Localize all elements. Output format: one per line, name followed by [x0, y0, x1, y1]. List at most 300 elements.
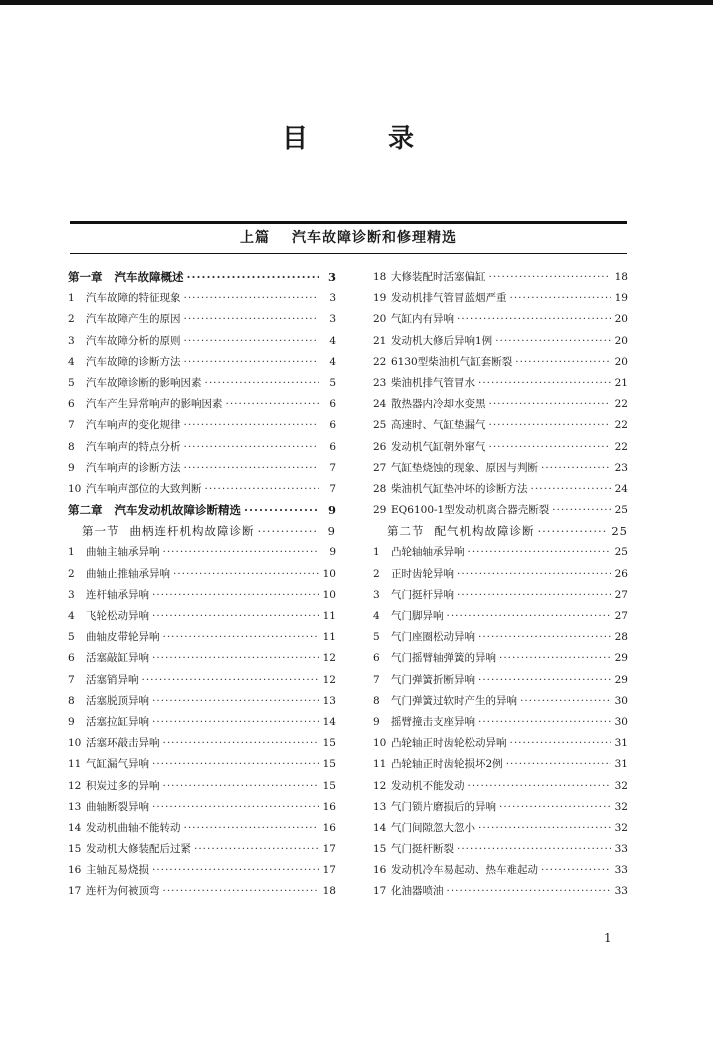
toc-item-entry — [373, 311, 628, 332]
leader-dots — [489, 419, 612, 431]
item-number: 22 — [373, 355, 387, 368]
item-title: EQ6100-1型发动机离合器壳断裂 — [391, 504, 550, 517]
page-ref: 32 — [614, 821, 628, 834]
item-number: 11 — [68, 758, 82, 771]
leader-dots — [152, 610, 319, 622]
item-number: 16 — [373, 864, 387, 877]
chapter-title: 汽车发动机故障诊断精选 — [114, 503, 241, 518]
toc-item-entry — [68, 883, 336, 904]
item-number: 5 — [68, 376, 75, 389]
toc-item-entry — [373, 608, 628, 629]
toc-item-entry — [68, 629, 336, 650]
item-number: 21 — [373, 334, 387, 347]
item-number: 16 — [68, 864, 82, 877]
item-number: 12 — [373, 779, 387, 792]
item-number: 25 — [373, 419, 387, 432]
item-number: 11 — [373, 758, 387, 771]
page-ref: 20 — [614, 313, 628, 326]
leader-dots — [152, 695, 319, 707]
toc-item-entry — [373, 629, 628, 650]
page-ref: 21 — [614, 376, 628, 389]
page-ref: 27 — [614, 610, 628, 622]
page-ref: 29 — [614, 652, 628, 665]
leader-dots — [152, 758, 319, 770]
page-ref: 9 — [329, 546, 336, 559]
item-number: 15 — [373, 843, 387, 856]
item-number: 5 — [68, 631, 75, 644]
item-title: 凸轮轴轴承异响 — [391, 546, 465, 559]
page-ref: 31 — [614, 737, 628, 750]
item-title: 连杆为何被顶弯 — [86, 885, 160, 898]
toc-item-entry — [68, 290, 336, 311]
item-number: 9 — [68, 461, 75, 474]
toc-item-entry — [68, 735, 336, 756]
item-title: 气缸垫烧蚀的现象、原因与判断 — [391, 461, 538, 474]
item-number: 2 — [68, 567, 75, 580]
toc-item-entry — [68, 820, 336, 841]
toc-item-entry — [68, 311, 336, 332]
toc-item-entry — [68, 778, 336, 799]
section-label: 第一节 — [82, 524, 120, 539]
item-number: 23 — [373, 376, 387, 389]
page-ref: 27 — [614, 588, 628, 601]
toc-item-entry — [68, 375, 336, 396]
leader-dots — [205, 377, 320, 389]
page-ref: 22 — [614, 419, 628, 432]
item-title: 柴油机气缸垫冲坏的诊断方法 — [391, 482, 528, 495]
item-number: 8 — [373, 694, 380, 707]
leader-dots — [499, 801, 611, 813]
item-title: 凸轮轴正时齿轮损坏2例 — [391, 758, 503, 771]
toc-item-entry — [68, 862, 336, 883]
toc-item-entry — [68, 841, 336, 862]
item-title: 发动机冷车易起动、热车难起动 — [391, 864, 538, 877]
leader-dots — [499, 652, 611, 664]
page-ref: 33 — [614, 843, 628, 856]
page-ref: 13 — [322, 694, 336, 707]
toc-item-entry — [68, 756, 336, 777]
item-number: 29 — [373, 504, 387, 517]
page-ref: 12 — [322, 673, 336, 686]
item-title: 连杆轴承异响 — [86, 588, 149, 601]
part-name: 汽车故障诊断和修理精选 — [292, 230, 457, 246]
item-number: 13 — [68, 800, 82, 813]
toc-section-entry — [373, 523, 628, 544]
leader-dots — [184, 822, 320, 834]
item-title: 主轴瓦易烧损 — [86, 864, 149, 877]
toc-section-entry — [68, 523, 336, 544]
item-number: 7 — [68, 673, 75, 686]
item-title: 气门弹簧折断异响 — [391, 673, 475, 686]
leader-dots — [187, 270, 320, 284]
item-number: 1 — [68, 546, 75, 559]
item-number: 2 — [68, 313, 75, 326]
item-title: 飞轮松动异响 — [86, 610, 149, 622]
item-number: 10 — [68, 482, 82, 495]
item-number: 28 — [373, 482, 387, 495]
item-title: 发动机曲轴不能转动 — [86, 821, 181, 834]
toc-item-entry — [68, 544, 336, 565]
item-title: 活塞拉缸异响 — [86, 715, 149, 728]
page-ref: 26 — [614, 567, 628, 580]
leader-dots — [152, 652, 319, 664]
page-ref: 20 — [614, 355, 628, 368]
leader-dots — [457, 313, 611, 325]
page-ref: 12 — [322, 652, 336, 665]
item-title: 发动机不能发动 — [391, 779, 465, 792]
page-ref: 3 — [329, 292, 336, 305]
toc-left-column — [68, 269, 336, 905]
item-title: 曲轴断裂异响 — [86, 800, 149, 813]
leader-dots — [515, 356, 611, 368]
toc-item-entry — [373, 756, 628, 777]
leader-dots — [468, 546, 612, 558]
page-ref: 6 — [329, 419, 336, 432]
section-title: 曲柄连杆机构故障诊断 — [129, 524, 255, 539]
page-ref: 15 — [322, 737, 336, 750]
toc-item-entry — [373, 417, 628, 438]
leader-dots — [152, 589, 319, 601]
item-number: 3 — [68, 334, 75, 347]
leader-dots — [510, 292, 612, 304]
toc-item-entry — [68, 566, 336, 587]
item-number: 2 — [373, 567, 380, 580]
item-title: 气门锁片磨损后的异响 — [391, 800, 496, 813]
toc-item-entry — [373, 778, 628, 799]
toc-item-entry — [373, 693, 628, 714]
item-number: 24 — [373, 398, 387, 411]
toc-item-entry — [373, 396, 628, 417]
item-number: 13 — [373, 800, 387, 813]
page-ref: 28 — [614, 631, 628, 644]
leader-dots — [163, 780, 320, 792]
item-title: 摇臂撞击支座异响 — [391, 715, 475, 728]
page-ref: 11 — [322, 610, 336, 622]
leader-dots — [163, 631, 320, 643]
item-number: 15 — [68, 843, 82, 856]
page-ref: 32 — [614, 800, 628, 813]
leader-dots — [489, 398, 612, 410]
leader-dots — [152, 864, 319, 876]
item-number: 9 — [373, 715, 380, 728]
leader-dots — [506, 758, 611, 770]
leader-dots — [184, 292, 320, 304]
leader-dots — [226, 398, 320, 410]
leader-dots — [489, 441, 612, 453]
page-ref: 19 — [614, 292, 628, 305]
leader-dots — [173, 568, 319, 580]
item-number: 18 — [373, 271, 387, 283]
toc-item-entry — [68, 608, 336, 629]
page-ref: 3 — [329, 313, 336, 326]
item-number: 12 — [68, 779, 82, 792]
page-ref: 29 — [614, 673, 628, 686]
toc-title-char-1: 目 — [282, 124, 311, 154]
toc-item-entry — [373, 333, 628, 354]
toc-chapter-entry — [68, 269, 336, 290]
page-ref: 16 — [322, 800, 336, 813]
item-number: 26 — [373, 440, 387, 453]
page-ref: 10 — [322, 588, 336, 601]
toc-item-entry — [373, 799, 628, 820]
page-ref: 17 — [322, 843, 336, 856]
item-title: 汽车响声的诊断方法 — [86, 461, 181, 474]
leader-dots — [510, 737, 612, 749]
leader-dots — [184, 441, 320, 453]
toc-item-entry — [373, 544, 628, 565]
page-ref: 4 — [329, 355, 336, 368]
leader-dots — [163, 546, 320, 558]
leader-dots — [457, 843, 611, 855]
leader-dots — [489, 271, 612, 283]
item-title: 汽车故障产生的原因 — [86, 313, 181, 326]
leader-dots — [520, 695, 611, 707]
item-title: 活塞脱顶异响 — [86, 694, 149, 707]
toc-item-entry — [373, 460, 628, 481]
toc-item-entry — [373, 439, 628, 460]
item-title: 发动机排气管冒蓝烟严重 — [391, 292, 507, 305]
page-ref: 25 — [611, 524, 628, 539]
page-ref: 22 — [614, 440, 628, 453]
chapter-label: 第一章 — [68, 270, 103, 284]
toc-item-entry — [373, 735, 628, 756]
leader-dots — [541, 462, 611, 474]
item-title: 活塞敲缸异响 — [86, 652, 149, 665]
item-title: 曲轴主轴承异响 — [86, 546, 160, 559]
page-ref: 33 — [614, 885, 628, 898]
chapter-label: 第二章 — [68, 503, 103, 518]
toc-item-entry — [68, 650, 336, 671]
leader-dots — [457, 568, 611, 580]
leader-dots — [163, 737, 320, 749]
page-ref: 18 — [322, 885, 336, 898]
page-ref: 3 — [327, 270, 336, 284]
toc-right-column — [373, 269, 628, 905]
toc-item-entry — [68, 354, 336, 375]
item-number: 6 — [68, 652, 75, 665]
toc-item-entry — [373, 672, 628, 693]
toc-item-entry — [68, 672, 336, 693]
leader-dots — [495, 335, 611, 347]
leader-dots — [531, 483, 612, 495]
toc-item-entry — [68, 460, 336, 481]
item-title: 汽车故障的特征现象 — [86, 292, 181, 305]
toc-item-entry — [68, 799, 336, 820]
item-number: 4 — [373, 610, 380, 622]
item-title: 6130型柴油机气缸套断裂 — [391, 355, 513, 368]
toc-item-entry — [373, 587, 628, 608]
page-ref: 14 — [322, 715, 336, 728]
item-number: 6 — [68, 398, 75, 411]
item-title: 气缸内有异响 — [391, 313, 454, 326]
item-title: 散热器内冷却水变黑 — [391, 398, 486, 411]
item-title: 气门挺杆断裂 — [391, 843, 454, 856]
page-ref: 24 — [614, 482, 628, 495]
leader-dots — [457, 589, 611, 601]
item-title: 气门挺杆异响 — [391, 588, 454, 601]
leader-dots — [478, 631, 611, 643]
toc-item-entry — [373, 650, 628, 671]
part-rule-bottom — [70, 253, 627, 254]
item-title: 气门间隙忽大忽小 — [391, 821, 475, 834]
page-ref: 6 — [329, 398, 336, 411]
page-ref: 15 — [322, 779, 336, 792]
page-ref: 18 — [614, 271, 628, 283]
item-title: 化油器喷油 — [391, 885, 444, 898]
page-ref: 7 — [329, 461, 336, 474]
item-title: 曲轴止推轴承异响 — [86, 567, 170, 580]
page-ref: 30 — [614, 694, 628, 707]
item-number: 5 — [373, 631, 380, 644]
toc-title-char-2: 录 — [388, 124, 417, 154]
leader-dots — [478, 716, 611, 728]
item-number: 10 — [373, 737, 387, 750]
toc-item-entry — [373, 714, 628, 735]
toc-item-entry — [373, 290, 628, 311]
item-title: 柴油机排气管冒水 — [391, 376, 475, 389]
page-ref: 7 — [329, 482, 336, 495]
toc-item-entry — [68, 333, 336, 354]
toc-item-entry — [373, 883, 628, 904]
leader-dots — [538, 524, 609, 538]
toc-item-entry — [373, 375, 628, 396]
page-ref: 25 — [614, 504, 628, 517]
item-title: 发动机大修后异响1例 — [391, 334, 493, 347]
page-ref: 16 — [322, 821, 336, 834]
toc-item-entry — [68, 693, 336, 714]
leader-dots — [184, 335, 320, 347]
item-number: 27 — [373, 461, 387, 474]
section-label: 第二节 — [387, 524, 425, 539]
leader-dots — [468, 780, 612, 792]
page-ref: 9 — [327, 524, 336, 539]
page-number: 1 — [604, 931, 612, 945]
leader-dots — [478, 377, 611, 389]
item-title: 曲轴皮带轮异响 — [86, 631, 160, 644]
page-ref: 33 — [614, 864, 628, 877]
leader-dots — [478, 822, 611, 834]
item-number: 3 — [373, 588, 380, 601]
item-title: 活塞销异响 — [86, 673, 139, 686]
toc-item-entry — [68, 417, 336, 438]
toc-item-entry — [373, 820, 628, 841]
toc-item-entry — [373, 269, 628, 290]
item-number: 4 — [68, 355, 75, 368]
item-number: 9 — [68, 715, 75, 728]
page-ref: 5 — [329, 376, 336, 389]
page-ref: 15 — [322, 758, 336, 771]
item-title: 正时齿轮异响 — [391, 567, 454, 580]
item-number: 8 — [68, 694, 75, 707]
item-title: 气门弹簧过软时产生的异响 — [391, 694, 517, 707]
item-number: 6 — [373, 652, 380, 665]
item-title: 积炭过多的异响 — [86, 779, 160, 792]
item-title: 高速时、气缸垫漏气 — [391, 419, 486, 432]
item-title: 气缸漏气异响 — [86, 758, 149, 771]
toc-item-entry — [68, 396, 336, 417]
page-ref: 10 — [322, 567, 336, 580]
toc-item-entry — [68, 481, 336, 502]
item-title: 气门脚异响 — [391, 610, 444, 622]
leader-dots — [552, 504, 611, 516]
toc-item-entry — [68, 714, 336, 735]
item-number: 3 — [68, 588, 75, 601]
item-number: 7 — [373, 673, 380, 686]
leader-dots — [258, 524, 320, 538]
page-ref: 17 — [322, 864, 336, 877]
toc-item-entry — [373, 502, 628, 523]
toc-item-entry — [373, 841, 628, 862]
part-rule-top — [70, 221, 627, 224]
item-number: 14 — [373, 821, 387, 834]
item-title: 汽车产生异常响声的影响因素 — [86, 398, 223, 411]
leader-dots — [478, 674, 611, 686]
page-ref: 30 — [614, 715, 628, 728]
page-ref: 25 — [614, 546, 628, 559]
item-number: 7 — [68, 419, 75, 432]
leader-dots — [541, 864, 611, 876]
item-number: 20 — [373, 313, 387, 326]
item-title: 气门摇臂轴弹簧的异响 — [391, 652, 496, 665]
item-title: 气门座圈松动异响 — [391, 631, 475, 644]
item-number: 1 — [68, 292, 75, 305]
item-title: 汽车响声的变化规律 — [86, 419, 181, 432]
toc-item-entry — [373, 481, 628, 502]
item-title: 汽车响声的特点分析 — [86, 440, 181, 453]
item-title: 发动机大修装配后过紧 — [86, 843, 191, 856]
toc-item-entry — [68, 587, 336, 608]
item-title: 汽车故障分析的原则 — [86, 334, 181, 347]
item-number: 14 — [68, 821, 82, 834]
item-title: 汽车响声部位的大致判断 — [86, 482, 202, 495]
toc-item-entry — [373, 354, 628, 375]
page-ref: 9 — [327, 503, 336, 518]
item-number: 10 — [68, 737, 82, 750]
leader-dots — [447, 610, 612, 622]
section-title: 配气机构故障诊断 — [434, 524, 535, 539]
part-label: 上篇 — [240, 230, 270, 246]
page-ref: 32 — [614, 779, 628, 792]
leader-dots — [205, 483, 320, 495]
leader-dots — [194, 843, 319, 855]
item-number: 19 — [373, 292, 387, 305]
item-number: 17 — [68, 885, 82, 898]
toc-item-entry — [373, 566, 628, 587]
leader-dots — [163, 885, 320, 897]
page-ref: 20 — [614, 334, 628, 347]
part-heading — [70, 227, 627, 247]
chapter-title: 汽车故障概述 — [114, 270, 184, 284]
leader-dots — [142, 674, 320, 686]
scan-top-edge — [0, 0, 713, 5]
toc-item-entry — [68, 439, 336, 460]
page-ref: 31 — [614, 758, 628, 771]
item-title: 汽车故障诊断的影响因素 — [86, 376, 202, 389]
item-number: 4 — [68, 610, 75, 622]
page-ref: 23 — [614, 461, 628, 474]
item-title: 发动机气缸朝外窜气 — [391, 440, 486, 453]
leader-dots — [152, 801, 319, 813]
page-ref: 11 — [322, 631, 336, 644]
item-title: 凸轮轴正时齿轮松动异响 — [391, 737, 507, 750]
leader-dots — [152, 716, 319, 728]
leader-dots — [184, 356, 320, 368]
page-ref: 4 — [329, 334, 336, 347]
leader-dots — [447, 885, 612, 897]
item-title: 汽车故障的诊断方法 — [86, 355, 181, 368]
page-ref: 6 — [329, 440, 336, 453]
item-title: 大修装配时活塞偏缸 — [391, 271, 486, 283]
